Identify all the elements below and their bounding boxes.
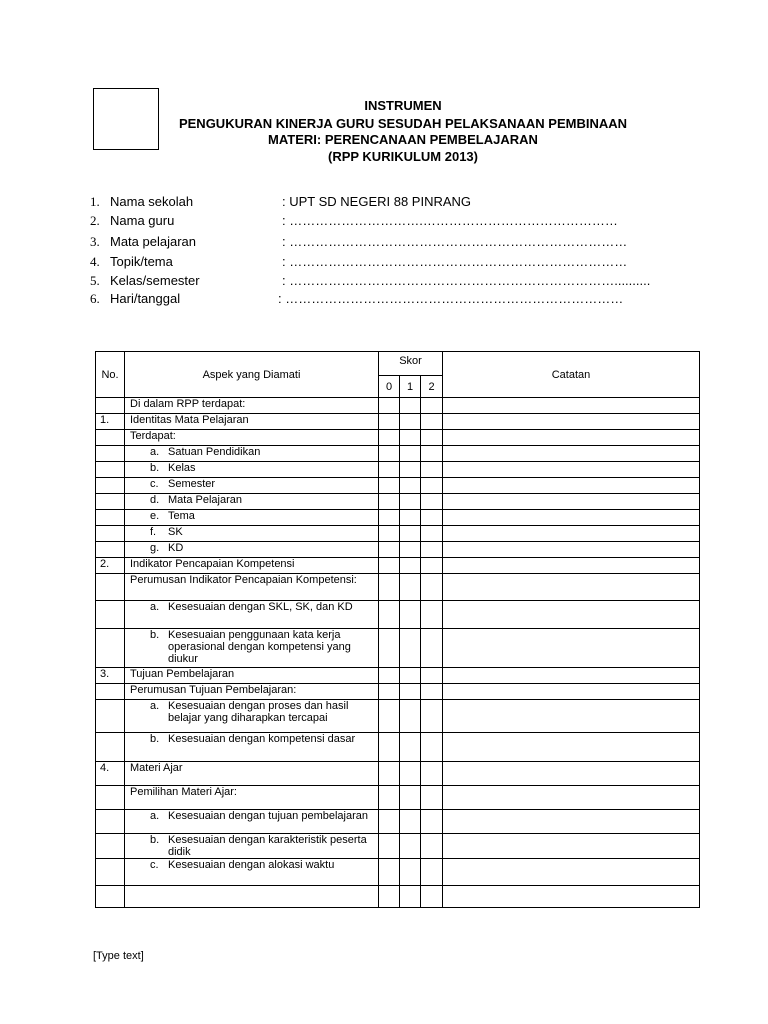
table-row: [96, 462, 700, 478]
score-0-cell[interactable]: [379, 414, 400, 430]
aspect-text: Tujuan Pembelajaran: [130, 668, 235, 680]
table-row: [96, 494, 700, 510]
header-aspek: Aspek yang Diamati: [125, 352, 379, 398]
score-0-cell[interactable]: [379, 601, 400, 629]
info-label: Kelas/semester: [110, 273, 200, 288]
row-number: [96, 478, 125, 494]
score-0-cell[interactable]: [379, 494, 400, 510]
score-0-cell[interactable]: [379, 526, 400, 542]
catatan-cell[interactable]: [443, 462, 700, 478]
info-line: [90, 233, 627, 251]
aspect-cell: [125, 886, 379, 908]
table-row: [96, 810, 700, 834]
score-0-cell[interactable]: [379, 462, 400, 478]
table-row: [96, 684, 700, 700]
row-number: 3.: [96, 668, 125, 684]
score-2-cell[interactable]: [421, 810, 443, 834]
aspect-cell: [125, 859, 379, 886]
score-2-cell[interactable]: [421, 542, 443, 558]
aspect-cell: [125, 414, 379, 430]
row-number: [96, 834, 125, 859]
catatan-cell[interactable]: [443, 810, 700, 834]
catatan-cell[interactable]: [443, 700, 700, 733]
table-row: [96, 510, 700, 526]
row-number: [96, 462, 125, 478]
sub-item: [130, 733, 378, 745]
score-1-cell[interactable]: [400, 398, 421, 414]
catatan-cell[interactable]: [443, 762, 700, 786]
table-row: [96, 398, 700, 414]
sub-item-letter: b.: [150, 462, 160, 474]
sub-item-letter: c.: [150, 478, 159, 490]
sub-item: [130, 494, 378, 506]
score-0-cell[interactable]: [379, 859, 400, 886]
info-value: : …………………………………………………………………..........: [282, 273, 651, 288]
table-row: [96, 859, 700, 886]
score-1-cell[interactable]: [400, 810, 421, 834]
score-2-cell[interactable]: [421, 574, 443, 601]
score-1-cell[interactable]: [400, 733, 421, 762]
document-subtitle-line-2: MATERI: PERENCANAAN PEMBELAJARAN: [268, 132, 538, 147]
aspect-cell: [125, 684, 379, 700]
table-row: [96, 446, 700, 462]
aspect-cell: [125, 478, 379, 494]
sub-item: [130, 510, 378, 522]
header-skor-0: 0: [379, 376, 400, 398]
score-0-cell[interactable]: [379, 834, 400, 859]
score-2-cell[interactable]: [421, 601, 443, 629]
row-number: [96, 494, 125, 510]
score-0-cell[interactable]: [379, 629, 400, 668]
row-number: [96, 542, 125, 558]
score-1-cell[interactable]: [400, 786, 421, 810]
info-number: 1.: [90, 194, 100, 209]
sub-item-letter: c.: [150, 859, 159, 871]
document-subtitle-line-3: (RPP KURIKULUM 2013): [327, 149, 478, 164]
sub-item-text: Kesesuaian dengan SKL, SK, dan KD: [168, 601, 353, 613]
table-row: [96, 478, 700, 494]
score-2-cell[interactable]: [421, 446, 443, 462]
score-0-cell[interactable]: [379, 786, 400, 810]
score-2-cell[interactable]: [421, 430, 443, 446]
sub-item-text: Semester: [168, 478, 216, 490]
catatan-cell[interactable]: [443, 446, 700, 462]
aspect-cell: [125, 446, 379, 462]
score-2-cell[interactable]: [421, 786, 443, 810]
header-skor-2: 2: [421, 376, 443, 398]
document-title: INSTRUMEN: [364, 98, 442, 113]
aspect-cell: [125, 668, 379, 684]
info-label: Nama sekolah: [110, 194, 194, 209]
score-1-cell[interactable]: [400, 684, 421, 700]
score-0-cell[interactable]: [379, 558, 400, 574]
sub-item: [130, 859, 378, 871]
aspect-cell: [125, 558, 379, 574]
sub-item: [130, 462, 378, 474]
sub-item-letter: a.: [150, 810, 160, 822]
score-0-cell[interactable]: [379, 510, 400, 526]
row-number: [96, 886, 125, 908]
header-no: No.: [96, 352, 125, 398]
info-label: Topik/tema: [110, 254, 173, 269]
row-number: [96, 684, 125, 700]
score-0-cell[interactable]: [379, 574, 400, 601]
info-number: 5.: [90, 273, 100, 288]
sub-item-text: KD: [168, 542, 184, 554]
score-1-cell[interactable]: [400, 542, 421, 558]
header-catatan: Catatan: [443, 352, 700, 398]
aspect-cell: [125, 462, 379, 478]
sub-item-text: Kesesuaian dengan kompetensi dasar: [168, 733, 356, 745]
sub-item-text: Satuan Pendidikan: [168, 446, 261, 458]
table-row: [96, 762, 700, 786]
aspect-text: Pemilihan Materi Ajar:: [130, 786, 237, 798]
row-number: [96, 629, 125, 668]
score-0-cell[interactable]: [379, 446, 400, 462]
score-2-cell[interactable]: [421, 859, 443, 886]
aspect-text: Materi Ajar: [130, 762, 183, 774]
score-2-cell[interactable]: [421, 526, 443, 542]
catatan-cell[interactable]: [443, 574, 700, 601]
score-0-cell[interactable]: [379, 762, 400, 786]
score-1-cell[interactable]: [400, 886, 421, 908]
table-row: [96, 558, 700, 574]
row-number: 4.: [96, 762, 125, 786]
header-skor: Skor: [379, 352, 443, 376]
sub-item-text: SK: [168, 526, 183, 538]
score-2-cell[interactable]: [421, 462, 443, 478]
row-number: [96, 446, 125, 462]
score-2-cell[interactable]: [421, 558, 443, 574]
catatan-cell[interactable]: [443, 886, 700, 908]
info-line: [90, 212, 618, 230]
document-subtitle-line-1: PENGUKURAN KINERJA GURU SESUDAH PELAKSANAAN PEMBINAAN: [178, 116, 628, 131]
catatan-cell[interactable]: [443, 601, 700, 629]
catatan-cell[interactable]: [443, 494, 700, 510]
table-row: [96, 733, 700, 762]
info-value: : ………………………….………………………………………: [282, 213, 618, 228]
row-number: [96, 733, 125, 762]
aspect-cell: [125, 810, 379, 834]
aspect-text: Terdapat:: [130, 430, 176, 442]
aspect-cell: [125, 601, 379, 629]
info-value: : ……………………………………………………………………: [282, 254, 628, 269]
table-row: [96, 834, 700, 859]
sub-item: [130, 810, 378, 822]
score-1-cell[interactable]: [400, 478, 421, 494]
score-0-cell[interactable]: [379, 886, 400, 908]
sub-item: [130, 526, 378, 538]
score-1-cell[interactable]: [400, 668, 421, 684]
score-2-cell[interactable]: [421, 629, 443, 668]
score-1-cell[interactable]: [400, 574, 421, 601]
info-line: [90, 272, 650, 290]
sub-item-letter: e.: [150, 510, 160, 522]
sub-item-letter: f.: [150, 526, 157, 538]
catatan-cell[interactable]: [443, 510, 700, 526]
sub-item-text: Kesesuaian penggunaan kata kerja operasional dengan kompetensi yang diukur: [168, 629, 351, 665]
aspect-text: Perumusan Tujuan Pembelajaran:: [130, 684, 297, 696]
aspect-cell: [125, 526, 379, 542]
sub-item-letter: b.: [150, 629, 160, 641]
catatan-cell[interactable]: [443, 414, 700, 430]
score-0-cell[interactable]: [379, 668, 400, 684]
score-2-cell[interactable]: [421, 510, 443, 526]
sub-item-text: Kesesuaian dengan tujuan pembelajaran: [168, 810, 368, 822]
info-label: Mata pelajaran: [110, 234, 196, 249]
table-row: [96, 526, 700, 542]
score-0-cell[interactable]: [379, 810, 400, 834]
sub-item: [130, 700, 378, 724]
score-1-cell[interactable]: [400, 834, 421, 859]
observation-table: [95, 351, 700, 908]
catatan-cell[interactable]: [443, 859, 700, 886]
score-0-cell[interactable]: [379, 700, 400, 733]
table-row: [96, 574, 700, 601]
sub-item-text: Kesesuaian dengan karakteristik peserta didik: [168, 834, 367, 858]
score-0-cell[interactable]: [379, 478, 400, 494]
score-1-cell[interactable]: [400, 510, 421, 526]
sub-item-letter: a.: [150, 700, 160, 712]
aspect-cell: [125, 629, 379, 668]
catatan-cell[interactable]: [443, 684, 700, 700]
sub-item-text: Tema: [168, 510, 195, 522]
table-row: [96, 601, 700, 629]
sub-item: [130, 446, 378, 458]
row-number: [96, 526, 125, 542]
aspect-cell: [125, 762, 379, 786]
score-1-cell[interactable]: [400, 414, 421, 430]
row-number: [96, 510, 125, 526]
score-0-cell[interactable]: [379, 684, 400, 700]
info-value: : UPT SD NEGERI 88 PINRANG: [282, 194, 472, 209]
score-2-cell[interactable]: [421, 494, 443, 510]
sub-item-letter: a.: [150, 446, 160, 458]
sub-item-letter: a.: [150, 601, 160, 613]
catatan-cell[interactable]: [443, 542, 700, 558]
row-number: [96, 700, 125, 733]
row-number: [96, 786, 125, 810]
score-1-cell[interactable]: [400, 526, 421, 542]
row-number: 2.: [96, 558, 125, 574]
sub-item: [130, 834, 378, 858]
score-2-cell[interactable]: [421, 668, 443, 684]
logo-placeholder-box: [93, 88, 159, 150]
score-1-cell[interactable]: [400, 446, 421, 462]
info-value: : ……………………………………………………………………: [278, 291, 624, 306]
aspect-cell: [125, 430, 379, 446]
info-line: [90, 290, 623, 308]
sub-item: [130, 601, 378, 613]
header-skor-1: 1: [400, 376, 421, 398]
aspect-cell: [125, 542, 379, 558]
info-number: 2.: [90, 213, 100, 228]
catatan-cell[interactable]: [443, 733, 700, 762]
score-2-cell[interactable]: [421, 684, 443, 700]
row-number: [96, 430, 125, 446]
sub-item-letter: b.: [150, 834, 160, 846]
table-row: [96, 414, 700, 430]
table-row: [96, 700, 700, 733]
score-1-cell[interactable]: [400, 430, 421, 446]
aspect-cell: [125, 510, 379, 526]
sub-item: [130, 629, 378, 665]
aspect-cell: [125, 786, 379, 810]
score-0-cell[interactable]: [379, 398, 400, 414]
catatan-cell[interactable]: [443, 558, 700, 574]
table-row: [96, 668, 700, 684]
catatan-cell[interactable]: [443, 398, 700, 414]
score-0-cell[interactable]: [379, 430, 400, 446]
catatan-cell[interactable]: [443, 668, 700, 684]
catatan-cell[interactable]: [443, 834, 700, 859]
sub-item-text: Kesesuaian dengan alokasi waktu: [168, 859, 335, 871]
sub-item-letter: b.: [150, 733, 160, 745]
score-1-cell[interactable]: [400, 859, 421, 886]
info-line: [90, 253, 627, 271]
score-2-cell[interactable]: [421, 834, 443, 859]
score-1-cell[interactable]: [400, 494, 421, 510]
catatan-cell[interactable]: [443, 629, 700, 668]
score-1-cell[interactable]: [400, 762, 421, 786]
score-1-cell[interactable]: [400, 601, 421, 629]
sub-item-text: Mata Pelajaran: [168, 494, 242, 506]
info-number: 4.: [90, 254, 100, 269]
score-2-cell[interactable]: [421, 886, 443, 908]
catatan-cell[interactable]: [443, 786, 700, 810]
info-number: 3.: [90, 234, 100, 249]
catatan-cell[interactable]: [443, 526, 700, 542]
row-number: [96, 859, 125, 886]
catatan-cell[interactable]: [443, 478, 700, 494]
info-value: : ……………………………………………………………………: [282, 234, 628, 249]
aspect-text: Perumusan Indikator Pencapaian Kompetensi:: [130, 574, 357, 586]
score-1-cell[interactable]: [400, 558, 421, 574]
table-row: [96, 542, 700, 558]
info-number: 6.: [90, 291, 100, 306]
sub-item-text: Kesesuaian dengan proses dan hasil belajar yang diharapkan tercapai: [168, 700, 349, 724]
sub-item: [130, 478, 378, 490]
score-2-cell[interactable]: [421, 398, 443, 414]
footer-placeholder-text: [Type text]: [93, 950, 144, 962]
score-2-cell[interactable]: [421, 762, 443, 786]
row-number: 1.: [96, 414, 125, 430]
score-1-cell[interactable]: [400, 462, 421, 478]
aspect-cell: [125, 700, 379, 733]
catatan-cell[interactable]: [443, 430, 700, 446]
row-number: [96, 810, 125, 834]
sub-item-text: Kelas: [168, 462, 196, 474]
aspect-text: Indikator Pencapaian Kompetensi: [130, 558, 295, 570]
row-number: [96, 601, 125, 629]
aspect-cell: [125, 834, 379, 859]
score-2-cell[interactable]: [421, 733, 443, 762]
info-line: [90, 193, 471, 211]
sub-item-letter: g.: [150, 542, 160, 554]
aspect-cell: [125, 494, 379, 510]
sub-item-letter: d.: [150, 494, 160, 506]
table-row: [96, 786, 700, 810]
score-1-cell[interactable]: [400, 700, 421, 733]
aspect-cell: [125, 733, 379, 762]
score-2-cell[interactable]: [421, 478, 443, 494]
info-label: Hari/tanggal: [110, 291, 181, 306]
sub-item: [130, 542, 378, 554]
score-2-cell[interactable]: [421, 700, 443, 733]
score-0-cell[interactable]: [379, 542, 400, 558]
aspect-cell: [125, 398, 379, 414]
row-number: [96, 398, 125, 414]
score-0-cell[interactable]: [379, 733, 400, 762]
aspect-text: Identitas Mata Pelajaran: [130, 414, 249, 426]
score-2-cell[interactable]: [421, 414, 443, 430]
table-row: [96, 430, 700, 446]
aspect-cell: [125, 574, 379, 601]
aspect-text: Di dalam RPP terdapat:: [130, 398, 246, 410]
info-label: Nama guru: [110, 213, 175, 228]
table-row: [96, 886, 700, 908]
table-row: [96, 629, 700, 668]
row-number: [96, 574, 125, 601]
score-1-cell[interactable]: [400, 629, 421, 668]
